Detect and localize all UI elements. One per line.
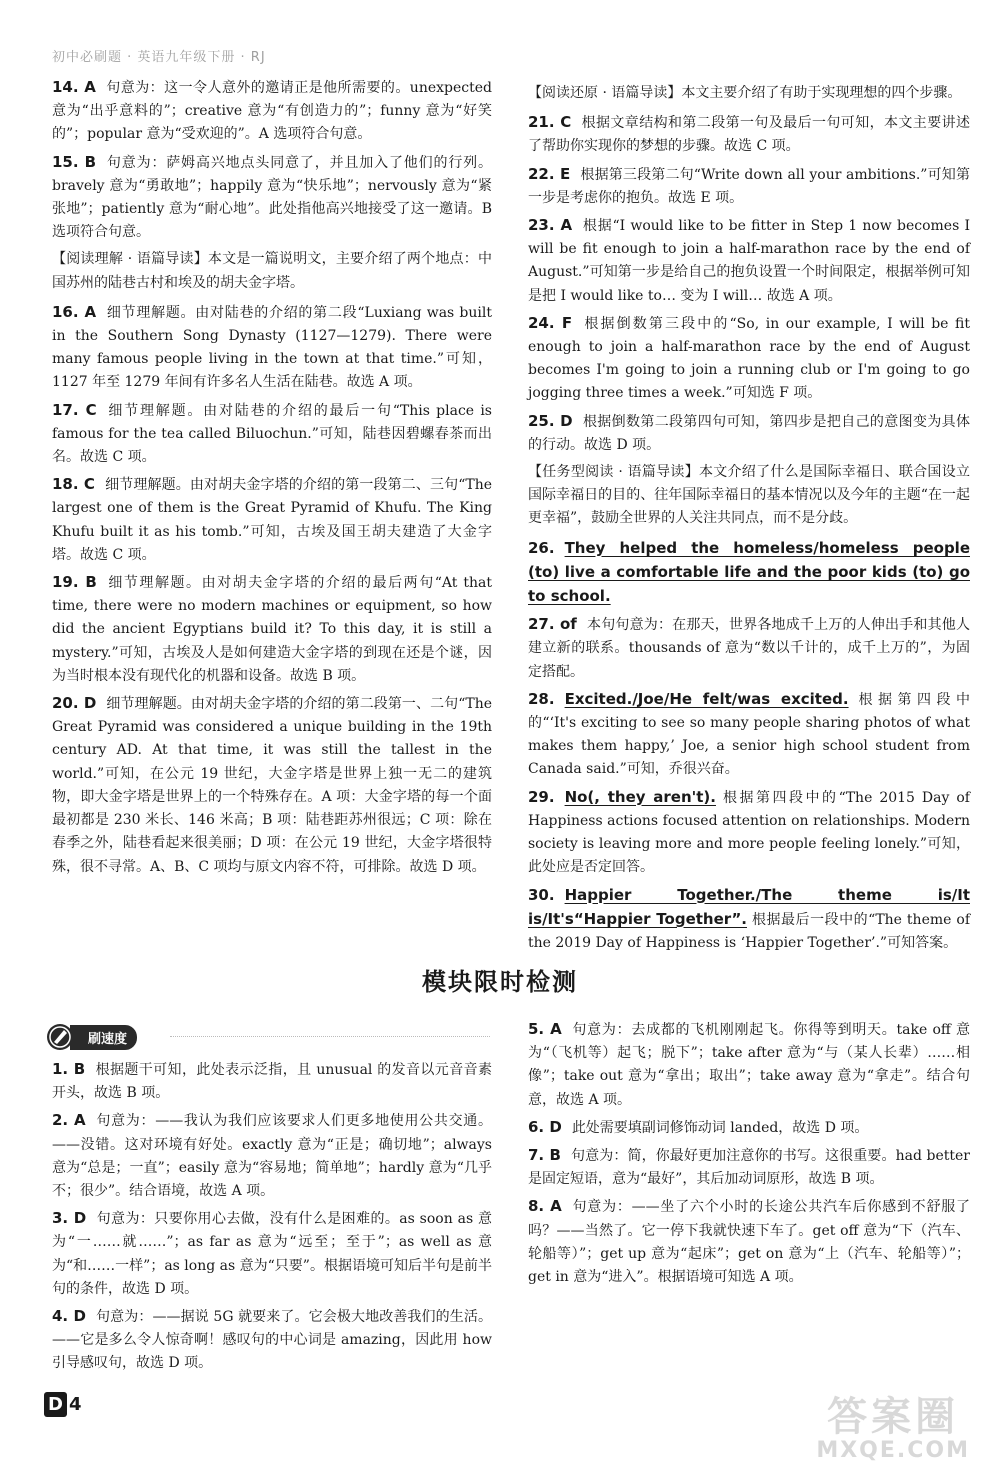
bottom-right-column	[528, 1018, 970, 1293]
answer-key: 22. E	[528, 164, 571, 183]
answer-key: 18. C	[52, 475, 95, 494]
bottom-left-column	[52, 1058, 492, 1380]
answer-key: 4. D	[52, 1307, 86, 1326]
explanation-text: 根据倒数第二段第四句可知，第四步是把自己的意图变为具体的行动。故选 D 项。	[528, 413, 971, 453]
written-answer: They helped the homeless/homeless people (to) live a comfortable life and the poor kids (to) go to school.	[528, 538, 970, 606]
answer-item	[52, 473, 492, 567]
answer-item	[528, 410, 970, 457]
top-right-column	[528, 80, 970, 959]
answer-key: 1. B	[52, 1060, 86, 1078]
answer-key: 5. A	[528, 1020, 562, 1038]
pen-badge-icon	[44, 1022, 84, 1052]
answer-item	[528, 111, 970, 158]
explanation-text: 细节理解题。由对陆巷的介绍的最后一句“This place is famous for the tea called Biluochun.”可知，陆巷因碧螺春茶而出名。故选 C 项。	[52, 402, 492, 466]
written-answer: Happier Together./The theme is/It is/It's“Happier Together”.	[528, 885, 970, 928]
answer-item	[528, 312, 970, 406]
answer-item	[52, 1109, 492, 1203]
explanation-text: 细节理解题。由对胡夫金字塔的介绍的第二段第一、二句“The Great Pyramid was considered a unique building in the 19th century AD. At that time, it was still the tallest in the world.”可知，在公元 19 世纪，大金字塔是世界上独一无二的建筑物，即大金字塔是世界上的一个特殊存在。A 项：大金字塔的每一个面最初都是 230 米长、146 米高；B 项：陆巷距苏州很远；C 项：除在春季之外，陆巷看起来很美丽；D 项：在公元 19 世纪，大金字塔很特殊，很不寻常。A、B、C 项均与原文内容不符，可排除。故选 D 项。	[52, 696, 493, 875]
explanation-text: 根据倒数第三段中的“So, in our example, I will be fit enough to join a half-marathon race by the end of August becomes I'm going to join a running club or I'm going to go jogging three times a week.”可知选 F 项。	[528, 315, 971, 402]
explanation-text: 句意为：只要你用心去做，没有什么是困难的。as soon as 意为“一……就……”；as far as 意为“远至；至于”；as well as 意为“和……一样”；as long as 意为“只要”。根据语境可知后半句是前半句的条件，故选 D 项。	[52, 1211, 492, 1297]
top-left-column	[52, 76, 492, 883]
answer-key: 7. B	[528, 1146, 561, 1165]
divider	[170, 1036, 490, 1037]
answer-key: 21. C	[528, 113, 572, 132]
answer-key: 23. A	[528, 216, 573, 235]
answer-key: 28.	[528, 689, 555, 708]
speed-label: 刷速度	[70, 1025, 137, 1050]
explanation-text: 句意为：——我认为我们应该要求人们更多地使用公共交通。——没错。这对环境有好处。exactly 意为“正是；确切地”；always 意为“总是；一直”；easily 意为“容易地；简单地”；hardly 意为“几乎不；很少”。结合语境，故选 A 项。	[52, 1113, 492, 1200]
watermark-logo	[816, 1385, 970, 1463]
answer-item	[52, 692, 492, 879]
explanation-text: 句意为：简，你最好更加注意你的书写。这很重要。had better 是固定短语，意为“最好”，其后加动词原形，故选 B 项。	[528, 1148, 970, 1188]
answer-key: 3. D	[52, 1209, 87, 1228]
explanation-text: 根据文章结构和第二段第一句及最后一句可知，本文主要讲述了帮助你实现你的梦想的步骤。故选 C 项。	[528, 115, 970, 155]
explanation-text: 此处需要填副词修饰动词 landed，故选 D 项。	[571, 1119, 869, 1136]
answer-item	[528, 214, 970, 308]
watermark-line1: 答案圈	[827, 1394, 960, 1440]
page-num: 4	[68, 1394, 82, 1415]
answer-key: 2. A	[52, 1111, 86, 1130]
answer-item	[528, 688, 970, 782]
section-intro: 【任务型阅读 · 语篇导读】本文介绍了什么是国际幸福日、联合国设立国际幸福日的目的、往年国际幸福日的基本情况以及今年的主题“在一起更幸福”，鼓励全世界的人关注共同点，而不是分歧。	[528, 464, 970, 527]
explanation-text: 细节理解题。由对胡夫金字塔的介绍的最后两句“At that time, there were no modern machines or equipment, so how did the ancient Egyptians build it? To this day, it is still a mystery.”可知，古埃及人是如何建造大金字塔的到现在还是个谜，因为当时根本没有现代化的机器和设备。故选 B 项。	[52, 575, 492, 684]
answer-item	[52, 1058, 492, 1105]
explanation-text: 句意为：这一令人意外的邀请正是他所需要的。unexpected 意为“出乎意料的”；creative 意为“有创造力的”；funny 意为“好笑的”；popular 意为“受欢迎的”。A 选项符合句意。	[52, 80, 492, 143]
answer-item	[528, 1116, 970, 1140]
answer-key: 20. D	[52, 694, 97, 713]
answer-key: 26.	[528, 538, 555, 557]
watermark-line2: MXQE.COM	[816, 1438, 970, 1463]
explanation-text: 本句句意为：在那天，世界各地成千上万的人伸出手和其他人建立新的联系。thousands of 意为“数以千计的，成千上万的”，为固定搭配。	[528, 617, 970, 680]
section-intro: 【阅读理解 · 语篇导读】本文是一篇说明文，主要介绍了两个地点：中国苏州的陆巷古村和埃及的胡夫金字塔。	[52, 251, 492, 291]
answer-key: 16. A	[52, 302, 97, 321]
answer-key: 30.	[528, 885, 555, 904]
answer-key: 15. B	[52, 152, 97, 171]
answer-item	[52, 151, 492, 245]
explanation-text: 根据第三段第二句“Write down all your ambitions.”可知第一步是考虑你的抱负。故选 E 项。	[528, 166, 970, 206]
explanation-text: 细节理解题。由对胡夫金字塔的介绍的第一段第二、三句“The largest one of them is the Great Pyramid of Khufu. The King Khufu built it as his tomb.”可知，古埃及国王胡夫建造了大金字塔。故选 C 项。	[52, 477, 492, 563]
page-number	[44, 1392, 81, 1417]
answer-item	[528, 1195, 970, 1289]
explanation-text: 根据题干可知，此处表示泛指，且 unusual 的发音以元音音素开头，故选 B 项。	[52, 1062, 492, 1102]
explanation-text: 根据“I would like to be fitter in Step 1 now becomes I will be fit enough to join a half-marathon race by the end of August.”可知第一步是给自己的抱负设置一个时间限定，根据举例可知是把 I would like to… 变为 I will… 故选 A 项。	[528, 218, 971, 304]
answer-item	[528, 163, 970, 210]
answer-item	[52, 1207, 492, 1301]
written-answer: Excited./Joe/He felt/was excited.	[564, 689, 849, 708]
answer-key: 17. C	[52, 400, 97, 419]
explanation-text: 细节理解题。由对陆巷的介绍的第二段“Luxiang was built in the Southern Song Dynasty (1127—1279). There were many famous people living in the town at that time.”可知，1127 年至 1279 年间有许多名人生活在陆巷。故选 A 项。	[52, 304, 492, 391]
answer-item	[52, 1305, 492, 1376]
explanation-text: 根据第四段中的“The 2015 Day of Happiness actions focused attention on relationships. Modern society is leaving more and more people feeling lonely.”可知，此处应是否定回答。	[528, 789, 970, 876]
answer-item	[528, 537, 970, 610]
answer-item	[528, 613, 970, 684]
explanation-text: 句意为：——坐了六个小时的长途公共汽车后你感到不舒服了吗？——当然了。它一停下我就快速下车了。get off 意为“下（汽车、轮船等）”；get up 意为“起床”；get on 意为“上（汽车、轮船等）”；get in 意为“进入”。根据语境可知选 A 项。	[528, 1199, 971, 1286]
answer-key: 27. of	[528, 615, 577, 634]
answer-key: 19. B	[52, 573, 97, 592]
answer-key: 24. F	[528, 313, 573, 332]
running-head: 初中必刷题 · 英语九年级下册 · RJ	[52, 50, 266, 65]
explanation-text: 句意为：去成都的飞机刚刚起飞。你得等到明天。take off 意为“（飞机等）起飞；脱下”；take after 意为“与（某人长辈）……相像”；take out 意为“拿出；取出”；take away 意为“拿走”。结合句意，故选 A 项。	[528, 1022, 971, 1108]
explanation-text: 句意为：萨姆高兴地点头同意了，并且加入了他们的行列。bravely 意为“勇敢地”；happily 意为“快乐地”；nervously 意为“紧张地”；patiently 意为“耐心地”。此处指他高兴地接受了这一邀请。B 选项符合句意。	[52, 154, 492, 241]
answer-item	[528, 884, 970, 956]
explanation-text: 句意为：——据说 5G 就要来了。它会极大地改善我们的生活。——它是多么令人惊奇啊！感叹句的中心词是 amazing，因此用 how 引导感叹句，故选 D 项。	[52, 1309, 493, 1372]
answer-key: 8. A	[528, 1197, 562, 1216]
answer-key: 6. D	[528, 1117, 562, 1136]
answer-key: 29.	[528, 787, 555, 806]
section-intro: 【阅读还原 · 语篇导读】本文主要介绍了有助于实现理想的四个步骤。	[528, 85, 962, 101]
answer-item	[528, 1144, 970, 1191]
explanation-text: 根据最后一段中的“The theme of the 2019 Day of Happiness is ‘Happier Together’.”可知答案。	[528, 911, 971, 951]
page-prefix: D	[44, 1392, 67, 1417]
answer-item	[52, 76, 492, 147]
answer-item	[52, 399, 492, 470]
answer-item	[528, 786, 970, 880]
written-answer: No(, they aren't).	[564, 787, 716, 806]
module-title: 模块限时检测	[422, 968, 578, 996]
explanation-text: 根据第四段中的“‘It's exciting to see so many people sharing photos of what makes them happy,’ Joe, a senior high school student from Canada said.”可知，乔很兴奋。	[528, 691, 971, 778]
answer-key: 14. A	[52, 78, 96, 96]
answer-item	[52, 571, 492, 688]
answer-item	[528, 1018, 970, 1112]
answer-item	[52, 301, 492, 395]
answer-key: 25. D	[528, 411, 573, 430]
speed-section-header	[44, 1022, 137, 1052]
